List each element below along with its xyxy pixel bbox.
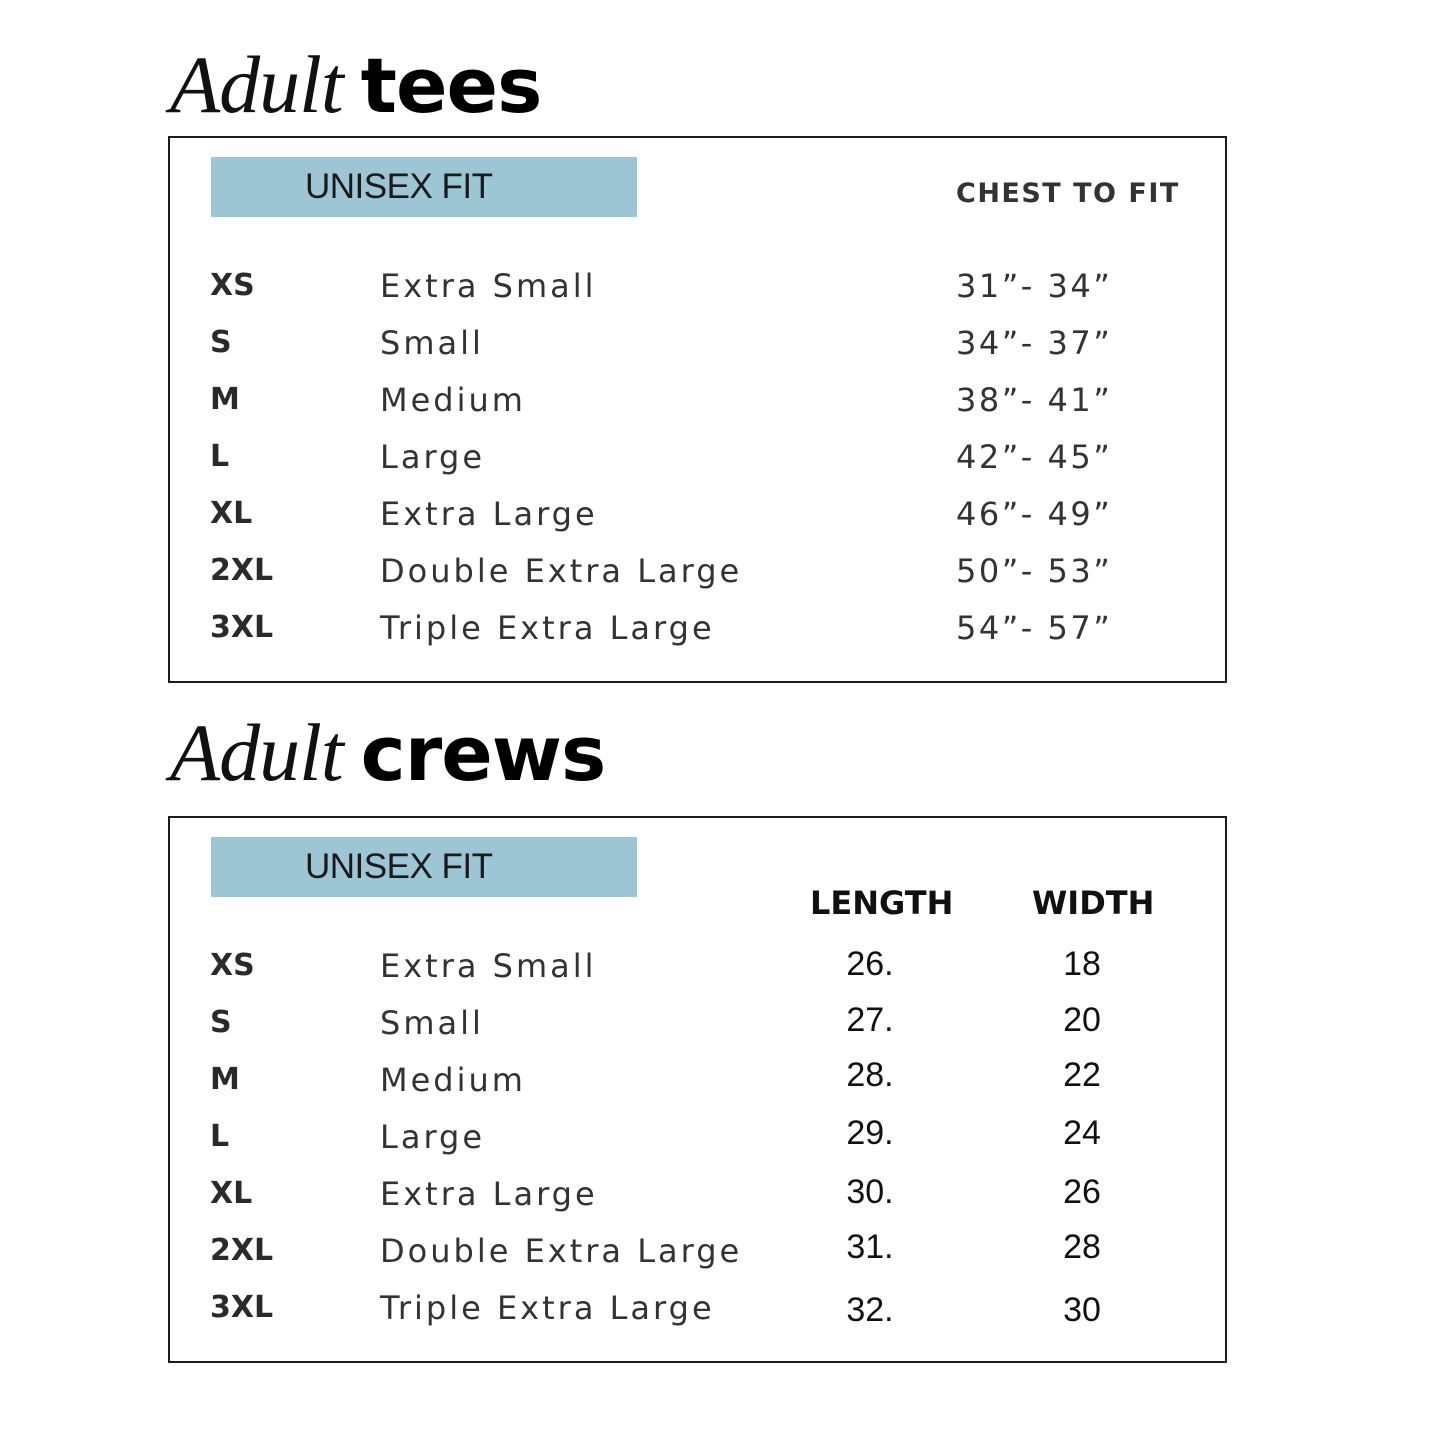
tees-title-bold: tees (360, 41, 542, 130)
table-row (170, 1003, 1225, 1043)
table-row (170, 608, 1225, 648)
width-value: 22 (1063, 1056, 1101, 1094)
size-name: Extra Small (380, 267, 597, 305)
size-code: 2XL (210, 553, 274, 588)
chest-range: 38”- 41” (956, 381, 1113, 419)
table-row (170, 494, 1225, 534)
size-name: Extra Large (380, 1175, 598, 1213)
width-value: 24 (1063, 1114, 1101, 1152)
crews-title-bold: crews (360, 709, 606, 798)
width-value: 18 (1063, 945, 1101, 983)
size-code: S (210, 325, 232, 360)
chest-range: 31”- 34” (956, 267, 1113, 305)
width-value: 26 (1063, 1173, 1101, 1211)
width-value: 30 (1063, 1291, 1101, 1329)
size-code: XL (210, 1176, 253, 1211)
table-row (170, 1114, 1225, 1157)
width-value: 28 (1063, 1228, 1101, 1266)
length-value: 28. (846, 1056, 894, 1094)
tees-size-table (168, 136, 1227, 683)
table-row (170, 323, 1225, 363)
size-name: Triple Extra Large (380, 1289, 715, 1327)
crews-title-script: Adult (170, 707, 343, 798)
size-code: M (210, 382, 240, 417)
table-row (170, 380, 1225, 420)
table-row (170, 946, 1225, 986)
length-value: 29. (846, 1114, 894, 1152)
size-code: L (210, 1119, 230, 1154)
size-code: L (210, 439, 230, 474)
size-name: Large (380, 438, 486, 476)
size-code: XS (210, 268, 255, 303)
chest-range: 46”- 49” (956, 495, 1113, 533)
crews-width-header: WIDTH (1032, 884, 1155, 922)
table-row (170, 1228, 1225, 1271)
size-code: 2XL (210, 1233, 274, 1268)
size-code: XL (210, 496, 253, 531)
size-code: M (210, 1062, 240, 1097)
size-name: Medium (380, 381, 526, 419)
chest-range: 54”- 57” (956, 609, 1113, 647)
size-name: Small (380, 1004, 484, 1042)
tees-title-script: Adult (170, 39, 343, 130)
table-row (170, 1174, 1225, 1214)
tees-chest-header: CHEST TO FIT (956, 178, 1180, 209)
chest-range: 50”- 53” (956, 552, 1113, 590)
size-name: Extra Large (380, 495, 598, 533)
table-row (170, 1288, 1225, 1328)
table-row (170, 551, 1225, 591)
table-row (170, 1056, 1225, 1100)
length-value: 27. (846, 1001, 894, 1039)
table-row (170, 266, 1225, 306)
length-value: 31. (846, 1228, 894, 1266)
size-code: 3XL (210, 1290, 274, 1325)
size-name: Double Extra Large (380, 552, 743, 590)
table-row (170, 437, 1225, 477)
length-value: 26. (846, 945, 894, 983)
length-value: 32. (846, 1291, 894, 1329)
size-name: Small (380, 324, 484, 362)
size-name: Medium (380, 1061, 526, 1099)
size-name: Extra Small (380, 947, 597, 985)
crews-length-header: LENGTH (810, 884, 954, 922)
size-name: Double Extra Large (380, 1232, 743, 1270)
width-value: 20 (1063, 1001, 1101, 1039)
size-code: 3XL (210, 610, 274, 645)
length-value: 30. (846, 1173, 894, 1211)
crews-title (170, 707, 606, 798)
size-name: Large (380, 1118, 486, 1156)
crews-fit-banner: UNISEX FIT (211, 837, 637, 897)
size-code: XS (210, 948, 255, 983)
chest-range: 34”- 37” (956, 324, 1113, 362)
crews-size-table (168, 816, 1227, 1363)
chest-range: 42”- 45” (956, 438, 1113, 476)
tees-title (170, 39, 542, 130)
size-code: S (210, 1005, 232, 1040)
tees-fit-banner: UNISEX FIT (211, 157, 637, 217)
size-name: Triple Extra Large (380, 609, 715, 647)
